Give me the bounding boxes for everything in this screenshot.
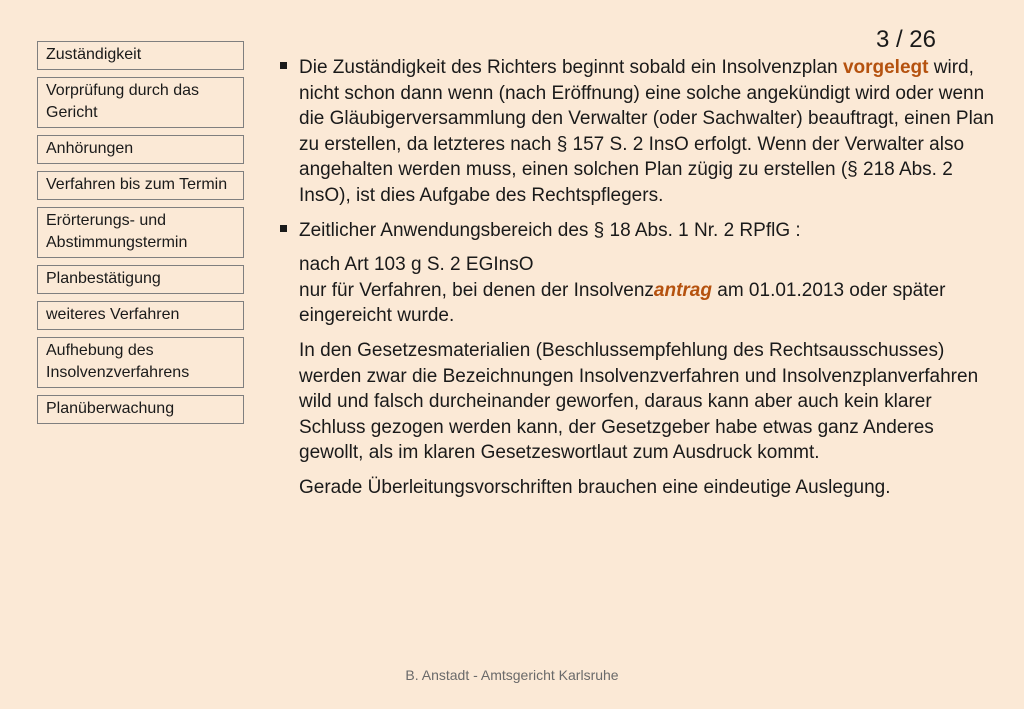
page-number: 3 / 26 [875, 26, 936, 53]
square-bullet-icon [280, 62, 287, 69]
paragraph-text: nur für Verfahren, bei denen der Insolvenz [299, 279, 654, 301]
slide-content [279, 55, 999, 510]
bullet-zeitlicher-anwendungsbereich [279, 218, 999, 244]
nav-item-anhoerungen[interactable]: Anhörungen [37, 135, 244, 164]
nav-item-aufhebung[interactable]: Aufhebung des Insolvenzverfahrens [37, 337, 244, 388]
nav-item-planbestaetigung[interactable]: Planbestätigung [37, 265, 244, 294]
topic-navigation [37, 41, 244, 431]
paragraph-ueberleitung: Gerade Überleitungsvorschriften brauchen eine eindeutige Auslegung. [299, 476, 891, 498]
highlight-vorgelegt: vorgelegt [842, 57, 929, 78]
paragraph-text: am 01.01.2013 oder später eingereicht wurde. [299, 279, 946, 327]
bullet-text: Zeitlicher Anwendungsbereich des § 18 Abs. 1 Nr. 2 RPflG : [299, 219, 801, 241]
nav-item-vorpruefung[interactable]: Vorprüfung durch das Gericht [37, 77, 244, 128]
nav-item-verfahren-bis-termin[interactable]: Verfahren bis zum Termin [37, 171, 244, 200]
bullet-text: wird, nicht schon dann wenn (nach Eröffnung) eine solche angekündigt wird oder wenn die Gläubigerversammlung den Verwalter (oder Sachwalter) beauftragt, einen Plan zu erstellen, da letzteres nach § 157 S. 2 InsO erfolgt. Wenn der Verwalter also angehalten werden muss, einen solchen Plan zügig zu erstellen (§ 218 Abs. 2 InsO), ist dies Aufgabe des Rechtspflegers. [299, 57, 994, 206]
nav-item-eroerterungstermin[interactable]: Erörterungs- und Abstimmungstermin [37, 207, 244, 258]
highlight-antrag: antrag [653, 279, 712, 301]
square-bullet-icon [280, 225, 287, 232]
nav-item-weiteres-verfahren[interactable]: weiteres Verfahren [37, 301, 244, 330]
paragraph-anwendung [279, 252, 999, 329]
footer: B. Anstadt - Amtsgericht Karlsruhe [405, 667, 619, 683]
bullet-zustaendigkeit-richter [279, 55, 999, 209]
bullet-text: Die Zuständigkeit des Richters beginnt sobald ein Insolvenzplan [299, 57, 843, 78]
paragraph-gesetzesmaterialien: In den Gesetzesmaterialien (Beschlussempfehlung des Rechtsausschusses) werden zwar die Bezeichnungen Insolvenzverfahren und Insolvenzplanverfahren wild und falsch durcheinander geworfen, daraus kann aber auch kein klarer Schluss gezogen werden kann, der Gesetzgeber habe etwas ganz Anderes gewollt, als im klaren Gesetzeswortlaut zum Ausdruck kommt. [299, 339, 979, 464]
nav-item-zustaendigkeit[interactable]: Zuständigkeit [37, 41, 244, 70]
nav-item-planueberwachung[interactable]: Planüberwachung [37, 395, 244, 424]
paragraph-text: nach Art 103 g S. 2 EGInsO [299, 254, 534, 276]
